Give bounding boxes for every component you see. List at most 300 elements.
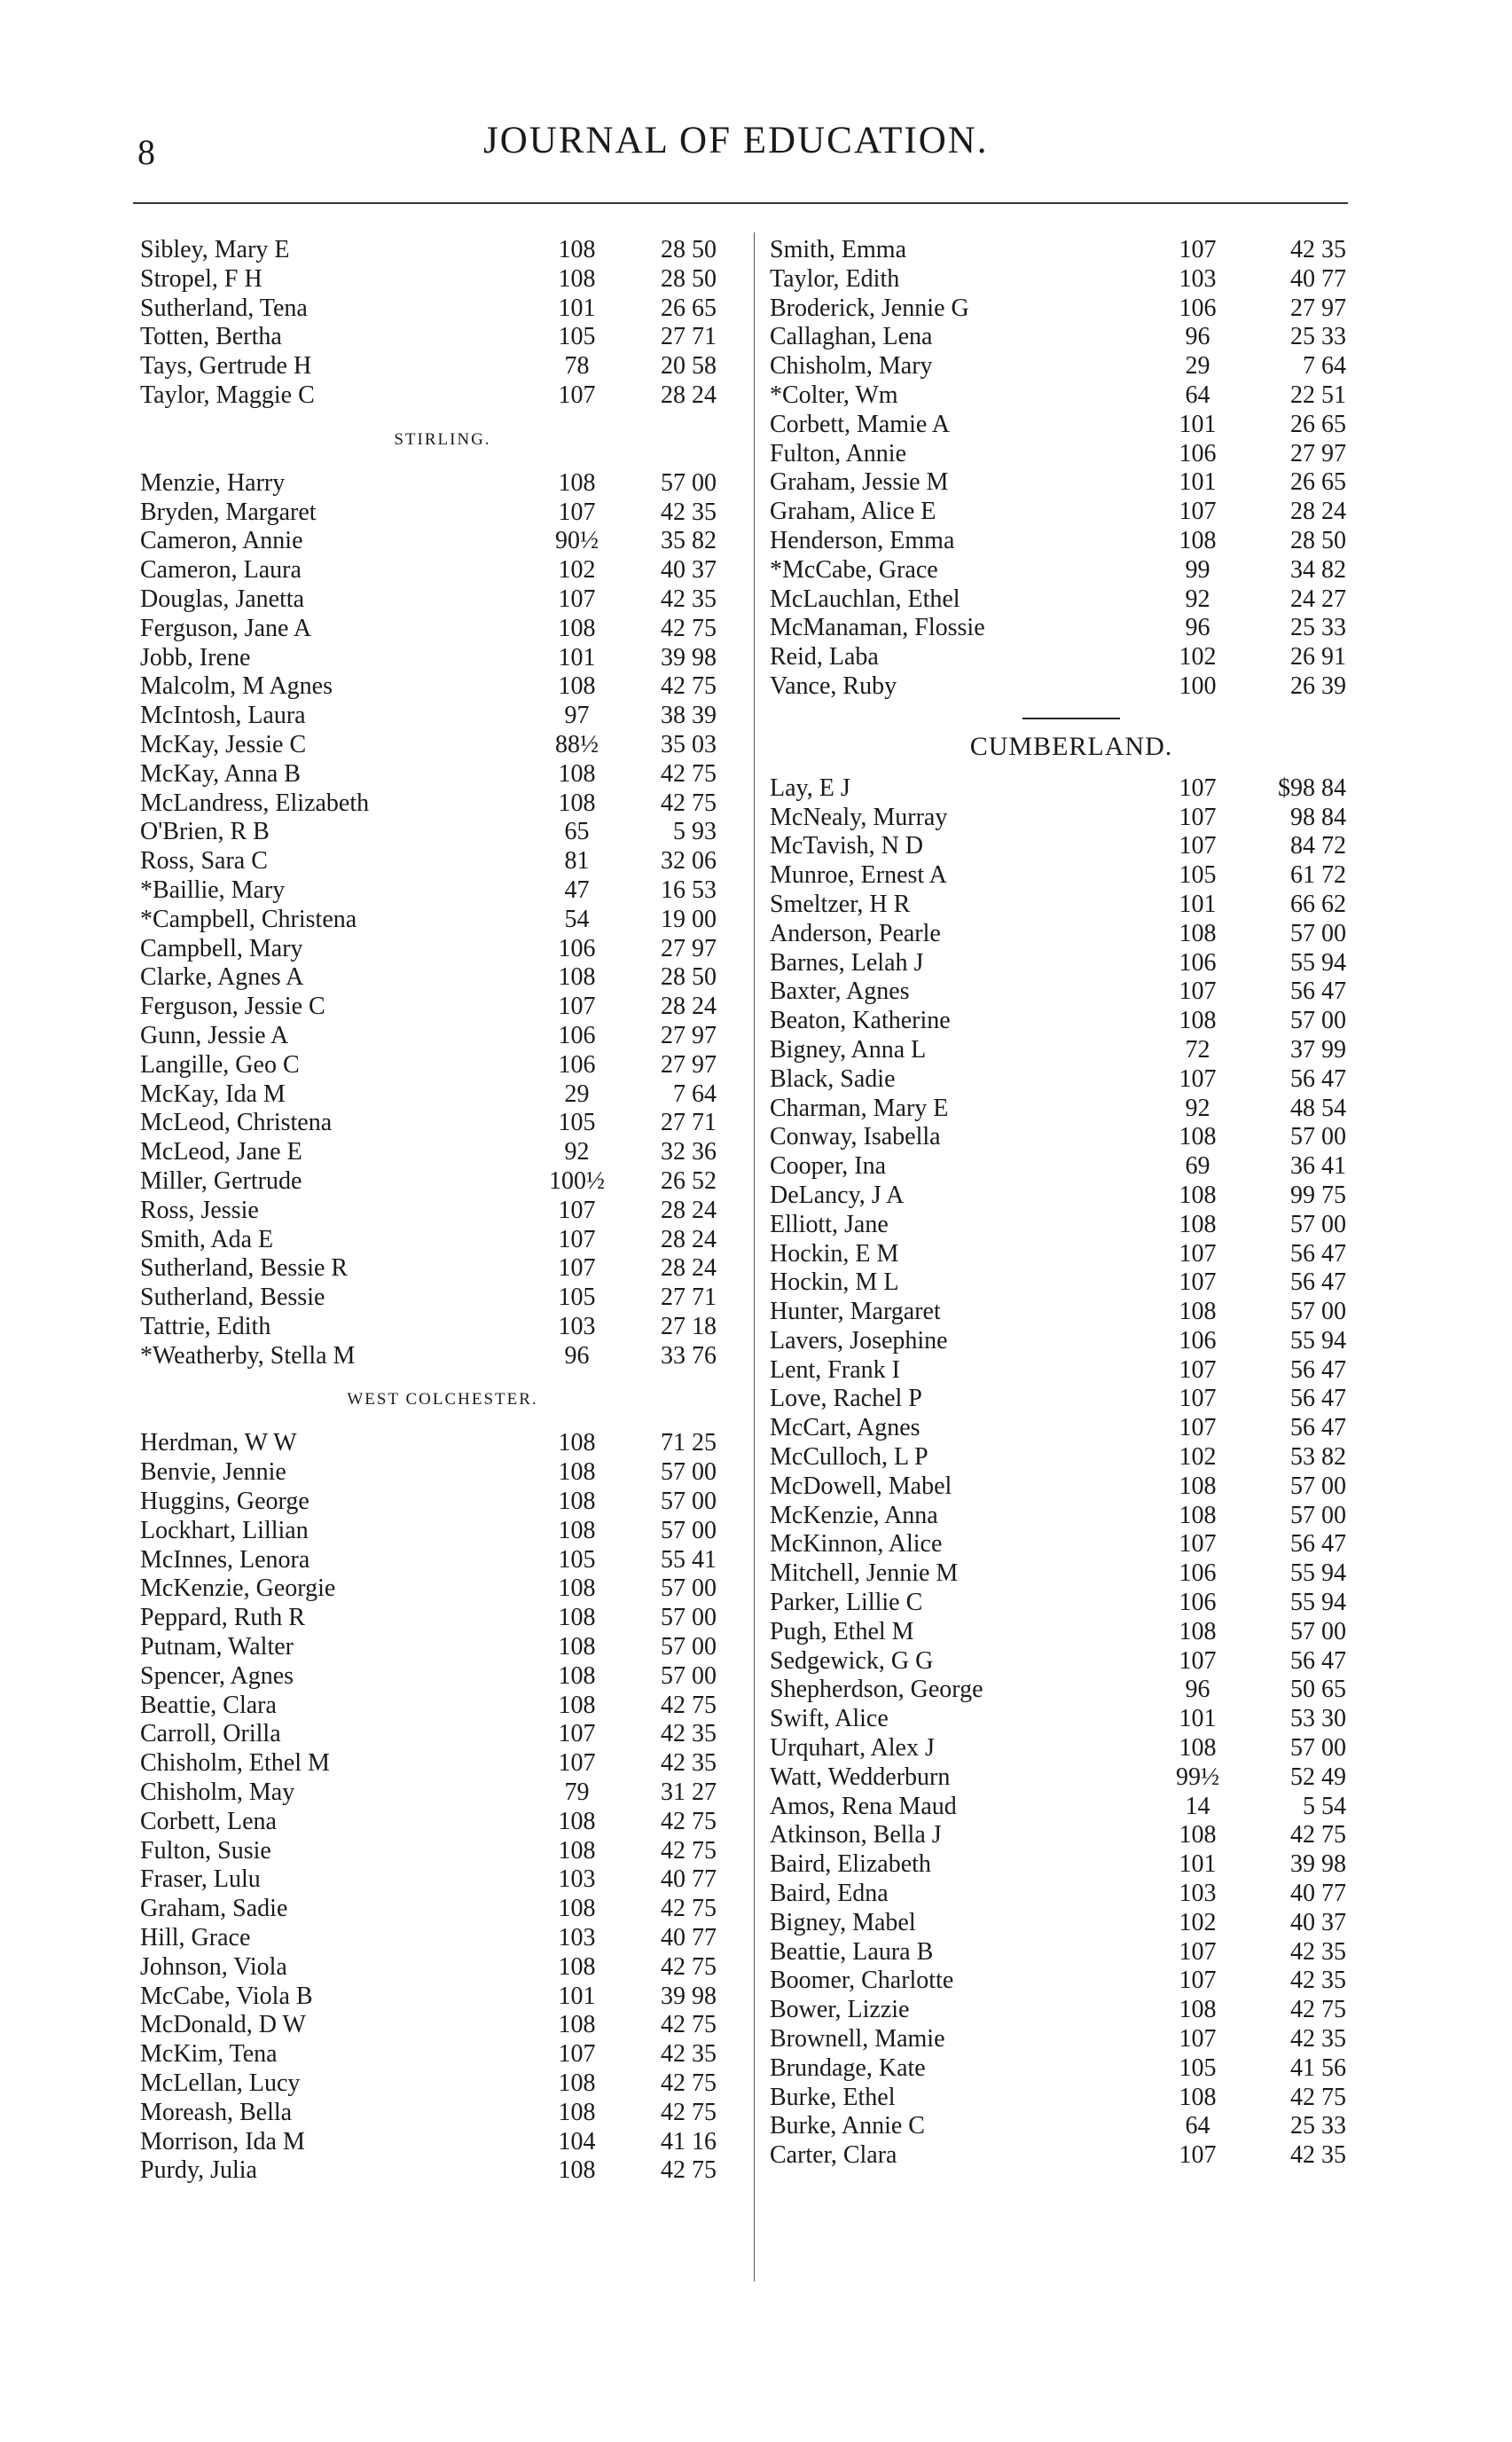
list-item	[770, 891, 1373, 920]
entry-name: Tattrie, Edith	[140, 1312, 271, 1340]
entry-days: 107	[1179, 773, 1217, 802]
entry-amount: 40 77	[661, 1924, 717, 1952]
entry-amount: 27 71	[661, 1284, 717, 1312]
entry-days: 103	[1179, 264, 1217, 293]
entry-amount: 57 00	[661, 468, 717, 497]
entry-name: Carter, Clara	[770, 2141, 897, 2170]
entry-days: 96	[1185, 323, 1210, 351]
entry-amount: 42 75	[661, 2156, 717, 2185]
entry-name: Cameron, Annie	[140, 527, 303, 555]
entry-name: Lay, E J	[770, 773, 850, 802]
list-item	[140, 789, 745, 819]
entry-amount: 40 37	[661, 556, 717, 585]
list-item	[140, 556, 745, 585]
entry-amount: 5 54	[1303, 1792, 1346, 1820]
entry-name: Campbell, Mary	[140, 934, 303, 962]
entry-days: 47	[564, 876, 590, 904]
entry-days: 106	[1179, 1589, 1217, 1617]
entry-amount: 28 24	[661, 1225, 717, 1253]
entry-days: 105	[558, 1545, 596, 1574]
entry-amount: 42 35	[661, 1720, 717, 1748]
entry-amount: 31 27	[661, 1778, 717, 1807]
entry-days: 107	[1179, 2141, 1217, 2170]
section-heading-west-colchester: WEST COLCHESTER.	[347, 1390, 538, 1409]
list-item	[770, 381, 1373, 411]
entry-days: 108	[558, 2156, 596, 2185]
entry-name: DeLancy, J A	[770, 1181, 905, 1209]
entry-days: 107	[558, 1749, 596, 1778]
entry-amount: 26 39	[1290, 671, 1346, 700]
entry-amount: 57 00	[1290, 1472, 1346, 1500]
entry-amount: 57 00	[661, 1458, 717, 1487]
entry-name: Clarke, Agnes A	[140, 963, 304, 992]
entry-days: 102	[558, 556, 596, 585]
list-item	[770, 1938, 1373, 1967]
entry-name: Callaghan, Lena	[770, 323, 933, 351]
entry-name: Lockhart, Lillian	[140, 1516, 309, 1544]
list-item	[770, 1618, 1373, 1647]
entry-amount: 57 00	[661, 1661, 717, 1690]
entry-name: Shepherdson, George	[770, 1676, 983, 1704]
entry-days: 107	[1179, 1967, 1217, 1995]
entry-name: Hunter, Margaret	[770, 1298, 941, 1326]
list-item	[140, 1167, 745, 1197]
entry-name: McKinnon, Alice	[770, 1530, 943, 1559]
entry-amount: 53 30	[1290, 1705, 1346, 1733]
entry-amount: 61 72	[1290, 861, 1346, 890]
list-item	[770, 1472, 1373, 1502]
right-column	[770, 236, 1373, 2171]
entry-amount: 52 49	[1290, 1763, 1346, 1791]
entry-days: 107	[558, 498, 596, 526]
list-item	[770, 352, 1373, 381]
entry-days: 107	[1179, 1064, 1217, 1093]
list-item	[140, 1197, 745, 1226]
entry-name: Johnson, Viola	[140, 1952, 287, 1981]
entry-days: 106	[1179, 439, 1217, 467]
entry-days: 108	[1179, 1007, 1217, 1035]
entry-days: 101	[1179, 468, 1217, 497]
list-item	[140, 1488, 745, 1517]
entry-amount: 55 41	[661, 1545, 717, 1574]
list-item	[770, 1036, 1373, 1065]
entry-name: Hockin, E M	[770, 1239, 899, 1268]
journal-title: JOURNAL OF EDUCATION.	[483, 120, 989, 161]
entry-name: McTavish, N D	[770, 832, 924, 860]
list-item	[140, 1226, 745, 1255]
entry-name: Douglas, Janetta	[140, 585, 305, 613]
entry-name: Lent, Frank I	[770, 1355, 900, 1384]
entry-name: Lavers, Josephine	[770, 1326, 948, 1354]
entry-name: Baird, Elizabeth	[770, 1850, 931, 1879]
entry-name: Beaton, Katherine	[770, 1007, 951, 1035]
entry-name: *McCabe, Grace	[770, 555, 938, 584]
list-item	[140, 265, 745, 294]
entry-days: 99	[1185, 555, 1210, 584]
entry-amount: 22 51	[1290, 381, 1346, 409]
entry-amount: 19 00	[661, 905, 717, 933]
entry-amount: 56 47	[1290, 1239, 1346, 1268]
list-item	[140, 1953, 745, 1983]
entry-amount: 34 82	[1290, 555, 1346, 584]
entry-name: McDonald, D W	[140, 2011, 306, 2039]
entry-amount: 26 65	[661, 294, 717, 322]
entry-name: O'Brien, R B	[140, 818, 270, 846]
list-item	[140, 1022, 745, 1051]
list-item	[770, 1123, 1373, 1152]
entry-name: McLeod, Christena	[140, 1109, 333, 1137]
entry-amount: 42 35	[661, 2040, 717, 2069]
list-item	[770, 2054, 1373, 2084]
entry-name: Barnes, Lelah J	[770, 948, 924, 977]
entry-name: McCart, Agnes	[770, 1414, 921, 1442]
entry-days: 107	[1179, 1646, 1217, 1675]
entry-days: 108	[558, 236, 596, 263]
entry-amount: 55 94	[1290, 948, 1346, 977]
entry-amount: 25 33	[1290, 323, 1346, 351]
entry-name: Chisholm, Ethel M	[140, 1749, 330, 1778]
entry-amount: 40 37	[1290, 1908, 1346, 1936]
entry-name: Brundage, Kate	[770, 2053, 926, 2082]
list-item	[770, 1240, 1373, 1269]
entry-days: 65	[564, 818, 590, 846]
list-item	[770, 1589, 1373, 1618]
list-item	[140, 1778, 745, 1808]
list-item	[770, 1850, 1373, 1880]
list-item	[770, 1065, 1373, 1095]
entry-days: 79	[564, 1778, 590, 1807]
entry-name: Morrison, Ida M	[140, 2127, 305, 2155]
entry-days: 107	[558, 1196, 596, 1224]
entry-days: 107	[1179, 832, 1217, 860]
entry-amount: 42 35	[661, 498, 717, 526]
section-heading-stirling: STIRLING.	[394, 429, 491, 449]
entry-name: Watt, Wedderburn	[770, 1763, 951, 1791]
entry-name: Charman, Mary E	[770, 1094, 949, 1122]
entry-amount: 39 98	[1290, 1850, 1346, 1879]
entry-days: 108	[558, 2011, 596, 2039]
list-item	[770, 1327, 1373, 1356]
list-item	[770, 1763, 1373, 1793]
entry-amount: 28 24	[661, 1196, 717, 1224]
entry-days: 29	[1185, 352, 1210, 381]
entry-days: 108	[1179, 526, 1217, 554]
entry-name: *Colter, Wm	[770, 381, 898, 409]
entry-name: Gunn, Jessie A	[140, 1021, 289, 1049]
list-item	[140, 1865, 745, 1895]
entry-name: Spencer, Agnes	[140, 1661, 294, 1690]
entry-amount: 42 35	[1290, 2141, 1346, 2170]
entry-amount: 39 98	[661, 643, 717, 671]
entry-days: 107	[1179, 803, 1217, 831]
entry-name: Corbett, Lena	[140, 1807, 277, 1835]
entry-name: Fulton, Annie	[770, 439, 907, 467]
entry-amount: 7 64	[673, 1080, 717, 1108]
list-item	[140, 1574, 745, 1604]
entry-amount: 57 00	[1290, 919, 1346, 947]
entry-amount: 42 35	[1290, 236, 1346, 263]
entry-days: 108	[558, 1604, 596, 1632]
entry-days: 108	[558, 789, 596, 817]
entry-name: Burke, Ethel	[770, 2083, 896, 2111]
entry-name: Miller, Gertrude	[140, 1166, 302, 1195]
entry-days: 106	[558, 1050, 596, 1079]
entry-name: Huggins, George	[140, 1488, 309, 1516]
entry-amount: 57 00	[1290, 1298, 1346, 1326]
entry-days: 107	[1179, 978, 1217, 1006]
entry-amount: 55 94	[1290, 1326, 1346, 1354]
entry-days: 101	[1179, 890, 1217, 918]
list-item	[140, 1808, 745, 1837]
entry-days: 107	[558, 993, 596, 1021]
list-item	[140, 702, 745, 731]
entry-amount: 27 71	[661, 1109, 717, 1137]
list-item	[140, 1633, 745, 1662]
entry-amount: 56 47	[1290, 1646, 1346, 1675]
entry-amount: 48 54	[1290, 1094, 1346, 1122]
list-item	[770, 614, 1373, 643]
entry-name: Atkinson, Bella J	[770, 1821, 942, 1849]
list-item	[140, 935, 745, 964]
entry-days: 107	[1179, 1239, 1217, 1268]
entry-amount: 57 00	[661, 1633, 717, 1661]
entry-amount: 16 53	[661, 876, 717, 904]
entry-amount: 33 76	[661, 1341, 717, 1370]
entry-amount: 42 35	[661, 1749, 717, 1778]
entry-days: 107	[1179, 236, 1217, 263]
entry-name: Beattie, Clara	[140, 1691, 277, 1719]
entry-days: 64	[1185, 381, 1210, 409]
list-item	[770, 1996, 1373, 2025]
list-item	[140, 1662, 745, 1692]
list-item	[140, 760, 745, 789]
entry-amount: 42 75	[661, 1807, 717, 1835]
list-item	[770, 2141, 1373, 2171]
list-item	[770, 1909, 1373, 1938]
list-item	[140, 469, 745, 499]
list-item	[770, 236, 1373, 265]
list-item	[140, 2128, 745, 2157]
list-item	[770, 2025, 1373, 2054]
entry-days: 100	[1179, 671, 1217, 700]
entry-name: *Weatherby, Stella M	[140, 1341, 356, 1370]
entry-amount: 42 75	[661, 1895, 717, 1923]
entry-name: Reid, Laba	[770, 643, 879, 671]
entry-name: Swift, Alice	[770, 1705, 889, 1733]
list-item	[140, 876, 745, 906]
entry-name: Carroll, Orilla	[140, 1720, 281, 1748]
entry-name: Malcolm, M Agnes	[140, 672, 333, 701]
list-item	[140, 1342, 745, 1371]
entry-amount: 42 75	[661, 672, 717, 701]
list-item	[140, 1983, 745, 2012]
entry-amount: 57 00	[1290, 1210, 1346, 1238]
list-item	[140, 847, 745, 876]
entry-name: Ferguson, Jane A	[140, 614, 312, 642]
entry-days: 106	[558, 1021, 596, 1049]
list-item	[770, 498, 1373, 527]
entry-name: Cameron, Laura	[140, 556, 302, 585]
entry-amount: 28 24	[661, 993, 717, 1021]
list-item	[770, 949, 1373, 978]
entry-name: Mitchell, Jennie M	[770, 1559, 959, 1588]
entry-amount: 26 91	[1290, 643, 1346, 671]
list-item	[770, 1182, 1373, 1211]
entry-name: Putnam, Walter	[140, 1633, 294, 1661]
entry-days: 101	[558, 294, 596, 322]
entry-name: Corbett, Mamie A	[770, 410, 950, 438]
list-item	[770, 1414, 1373, 1443]
entry-days: 108	[558, 1633, 596, 1661]
entry-amount: 56 47	[1290, 1064, 1346, 1093]
entry-name: McDowell, Mabel	[770, 1472, 952, 1500]
entry-amount: 27 97	[661, 1021, 717, 1049]
entry-name: Peppard, Ruth R	[140, 1604, 305, 1632]
entry-name: McInnes, Lenora	[140, 1545, 310, 1574]
right-top-section	[770, 236, 1373, 702]
entry-amount: 26 65	[1290, 468, 1346, 497]
entry-amount: 57 00	[661, 1604, 717, 1632]
list-item	[770, 1647, 1373, 1676]
entry-name: Smeltzer, H R	[770, 890, 911, 918]
list-item	[770, 1443, 1373, 1472]
entry-name: Henderson, Emma	[770, 526, 955, 554]
entry-name: Smith, Emma	[770, 236, 906, 263]
list-item	[770, 468, 1373, 498]
entry-days: 107	[1179, 1355, 1217, 1384]
entry-days: 108	[1179, 1472, 1217, 1500]
entry-days: 92	[1185, 585, 1210, 613]
entry-name: McKay, Anna B	[140, 759, 301, 788]
entry-name: Sutherland, Tena	[140, 294, 308, 322]
list-item	[140, 1837, 745, 1866]
list-item	[140, 2011, 745, 2040]
list-item	[770, 1793, 1373, 1822]
entry-days: 105	[558, 323, 596, 351]
entry-days: 108	[558, 1488, 596, 1516]
entry-amount: 42 35	[1290, 1967, 1346, 1995]
entry-name: McLandress, Elizabeth	[140, 789, 370, 817]
list-item	[770, 1298, 1373, 1327]
entry-name: McKenzie, Georgie	[140, 1574, 336, 1603]
list-item	[140, 1313, 745, 1342]
entry-days: 108	[558, 1691, 596, 1719]
entry-days: 72	[1185, 1035, 1210, 1064]
list-item	[770, 1502, 1373, 1531]
list-item	[770, 440, 1373, 469]
entry-name: McKenzie, Anna	[770, 1501, 938, 1529]
entry-name: Broderick, Jennie G	[770, 294, 969, 322]
list-item	[770, 527, 1373, 556]
list-item	[140, 731, 745, 760]
entry-amount: 53 82	[1290, 1443, 1346, 1472]
entry-name: Bower, Lizzie	[770, 1996, 910, 2024]
entry-amount: 20 58	[661, 352, 717, 381]
entry-name: Tays, Gertrude H	[140, 352, 312, 381]
entry-name: Bigney, Mabel	[770, 1908, 916, 1936]
entry-days: 107	[558, 1225, 596, 1253]
list-item	[140, 352, 745, 381]
entry-name: Hockin, M L	[770, 1268, 899, 1297]
entry-name: McKay, Ida M	[140, 1080, 286, 1108]
entry-days: 106	[1179, 294, 1217, 322]
entry-days: 108	[558, 759, 596, 788]
entry-days: 105	[558, 1284, 596, 1312]
header-rule	[133, 202, 1348, 204]
list-item	[140, 236, 745, 265]
entry-amount: 42 75	[661, 759, 717, 788]
entry-name: McLellan, Lucy	[140, 2069, 301, 2098]
entry-amount: 41 16	[661, 2127, 717, 2155]
entry-amount: 42 75	[1290, 1821, 1346, 1849]
entry-amount: 98 84	[1290, 803, 1346, 831]
entry-amount: 28 50	[661, 236, 717, 263]
entry-name: Jobb, Irene	[140, 643, 251, 671]
entry-days: 96	[564, 1341, 590, 1370]
entry-amount: 32 36	[661, 1138, 717, 1166]
list-item	[140, 2069, 745, 2099]
entry-name: Menzie, Harry	[140, 468, 286, 497]
entry-days: 106	[1179, 1326, 1217, 1354]
entry-name: Love, Rachel P	[770, 1385, 922, 1413]
entry-days: 108	[558, 1895, 596, 1923]
list-item	[140, 1109, 745, 1138]
entry-name: Vance, Ruby	[770, 671, 897, 700]
entry-amount: 42 75	[661, 1836, 717, 1865]
entry-amount: 57 00	[1290, 1501, 1346, 1529]
entry-amount: 57 00	[1290, 1617, 1346, 1645]
entry-days: 107	[558, 585, 596, 613]
entry-days: 107	[558, 381, 596, 409]
entry-days: 105	[1179, 861, 1217, 890]
list-item	[140, 2099, 745, 2128]
entry-name: McLeod, Jane E	[140, 1138, 302, 1166]
entry-days: 14	[1185, 1792, 1210, 1820]
entry-days: 102	[1179, 1443, 1217, 1472]
list-item	[770, 585, 1373, 615]
entry-name: Beattie, Laura B	[770, 1937, 934, 1966]
entry-days: 108	[558, 1952, 596, 1981]
entry-days: 108	[558, 1458, 596, 1487]
entry-amount: 57 00	[661, 1488, 717, 1516]
entry-amount: 35 82	[661, 527, 717, 555]
entry-days: 105	[558, 1109, 596, 1137]
list-item	[770, 1095, 1373, 1124]
list-item	[770, 1734, 1373, 1763]
entry-days: 108	[558, 672, 596, 701]
entry-name: Black, Sadie	[770, 1064, 896, 1093]
entry-name: Langille, Geo C	[140, 1050, 300, 1079]
entry-amount: 27 71	[661, 323, 717, 351]
entry-days: 107	[1179, 1385, 1217, 1413]
entry-amount: 40 77	[661, 1865, 717, 1894]
list-item	[140, 1429, 745, 1458]
entry-days: 108	[1179, 1996, 1217, 2024]
entry-days: 107	[558, 1254, 596, 1283]
list-item	[140, 906, 745, 935]
entry-name: Sutherland, Bessie R	[140, 1254, 349, 1283]
entry-amount: 50 65	[1290, 1676, 1346, 1704]
entry-days: 92	[564, 1138, 590, 1166]
entry-days: 103	[558, 1865, 596, 1894]
entry-amount: 27 97	[661, 934, 717, 962]
list-item	[140, 527, 745, 556]
list-item	[140, 615, 745, 644]
entry-name: Amos, Rena Maud	[770, 1792, 957, 1820]
entry-amount: 42 35	[661, 585, 717, 613]
list-item	[770, 411, 1373, 440]
entry-amount: 42 75	[661, 1952, 717, 1981]
